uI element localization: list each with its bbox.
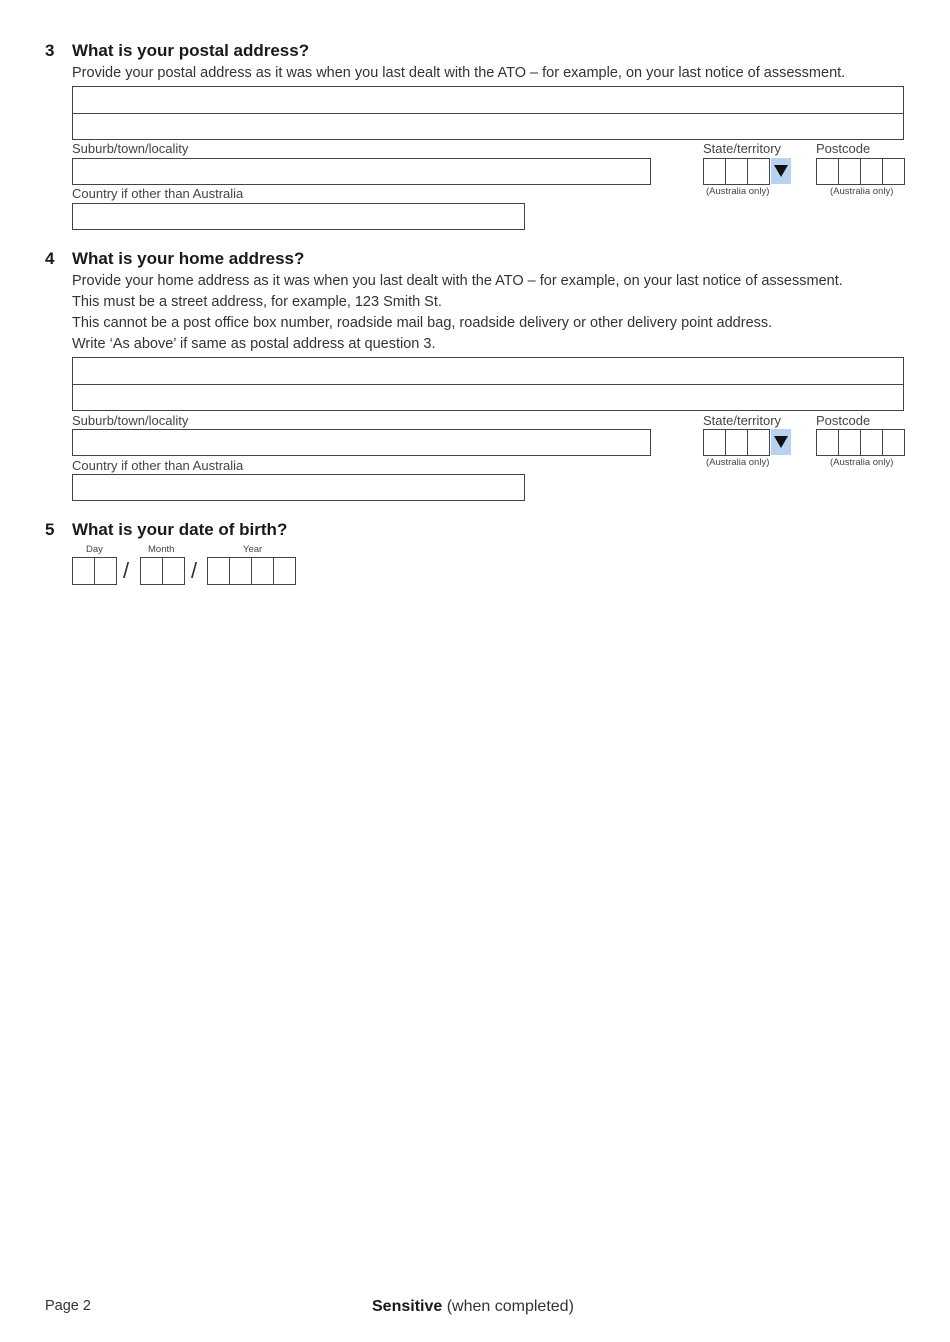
dob-separator: / [123,558,130,583]
dob-month-label: Month [148,544,175,555]
question-4-instruction: This cannot be a post office box number, roadside mail bag, roadside delivery or other delivery point address. [72,315,773,331]
postal-postcode-note: (Australia only) [830,186,894,197]
postal-postcode-digit[interactable] [838,158,861,185]
dob-year-digit[interactable] [251,557,274,585]
postal-state-note: (Australia only) [706,186,770,197]
dob-year-digit[interactable] [229,557,252,585]
question-4-title: What is your home address? [72,249,305,268]
postal-state-char-box[interactable] [725,158,748,185]
dob-year-digit[interactable] [273,557,296,585]
question-4-number: 4 [45,249,55,268]
home-postcode-digit[interactable] [882,429,905,456]
postal-postcode-digit[interactable] [816,158,839,185]
postal-state-char-box[interactable] [703,158,726,185]
sensitive-note: (when completed) [446,1298,574,1315]
home-state-dropdown-button[interactable] [771,429,791,455]
triangle-down-icon [774,164,788,178]
home-state-char-box[interactable] [747,429,770,456]
home-postcode-digit[interactable] [838,429,861,456]
home-state-char-box[interactable] [725,429,748,456]
page-number: Page 2 [45,1298,91,1314]
postal-postcode-label: Postcode [816,141,871,156]
home-state-label: State/territory [703,413,782,428]
postal-state-label: State/territory [703,141,782,156]
dob-month-digit[interactable] [140,557,163,585]
dob-separator: / [191,558,198,583]
question-5-title: What is your date of birth? [72,520,288,539]
home-postcode-note: (Australia only) [830,457,894,468]
home-state-note: (Australia only) [706,457,770,468]
dob-day-digit[interactable] [72,557,95,585]
question-3-instruction: Provide your postal address as it was when you last dealt with the ATO – for example, on your last notice of assessment. [72,65,846,81]
postal-suburb-label: Suburb/town/locality [72,141,189,156]
postal-country-label: Country if other than Australia [72,186,244,201]
question-3-title: What is your postal address? [72,41,310,60]
postal-state-dropdown-button[interactable] [771,158,791,184]
postal-address-line-2[interactable] [72,113,904,140]
triangle-down-icon [774,435,788,449]
dob-year-digit[interactable] [207,557,230,585]
dob-year-label: Year [243,544,263,555]
home-country-label: Country if other than Australia [72,458,244,473]
question-3-number: 3 [45,41,55,60]
question-5-number: 5 [45,520,55,539]
home-postcode-label: Postcode [816,413,871,428]
home-address-line-1[interactable] [72,357,904,385]
postal-postcode-digit[interactable] [882,158,905,185]
sensitivity-marking [372,1298,574,1316]
postal-state-char-box[interactable] [747,158,770,185]
home-country-field[interactable] [72,474,525,501]
home-address-line-2[interactable] [72,384,904,411]
postal-address-line-1[interactable] [72,86,904,114]
question-4-instruction: Write ‘As above’ if same as postal address at question 3. [72,336,436,352]
postal-postcode-digit[interactable] [860,158,883,185]
home-postcode-digit[interactable] [816,429,839,456]
dob-month-digit[interactable] [162,557,185,585]
question-4-instruction: Provide your home address as it was when you last dealt with the ATO – for example, on your last notice of assessment. [72,273,843,289]
sensitive-label: Sensitive [372,1298,443,1315]
question-4-instruction: This must be a street address, for example, 123 Smith St. [72,294,442,310]
home-postcode-digit[interactable] [860,429,883,456]
dob-day-digit[interactable] [94,557,117,585]
dob-day-label: Day [86,544,103,555]
home-state-char-box[interactable] [703,429,726,456]
postal-suburb-field[interactable] [72,158,651,185]
home-suburb-field[interactable] [72,429,651,456]
home-suburb-label: Suburb/town/locality [72,413,189,428]
postal-country-field[interactable] [72,203,525,230]
